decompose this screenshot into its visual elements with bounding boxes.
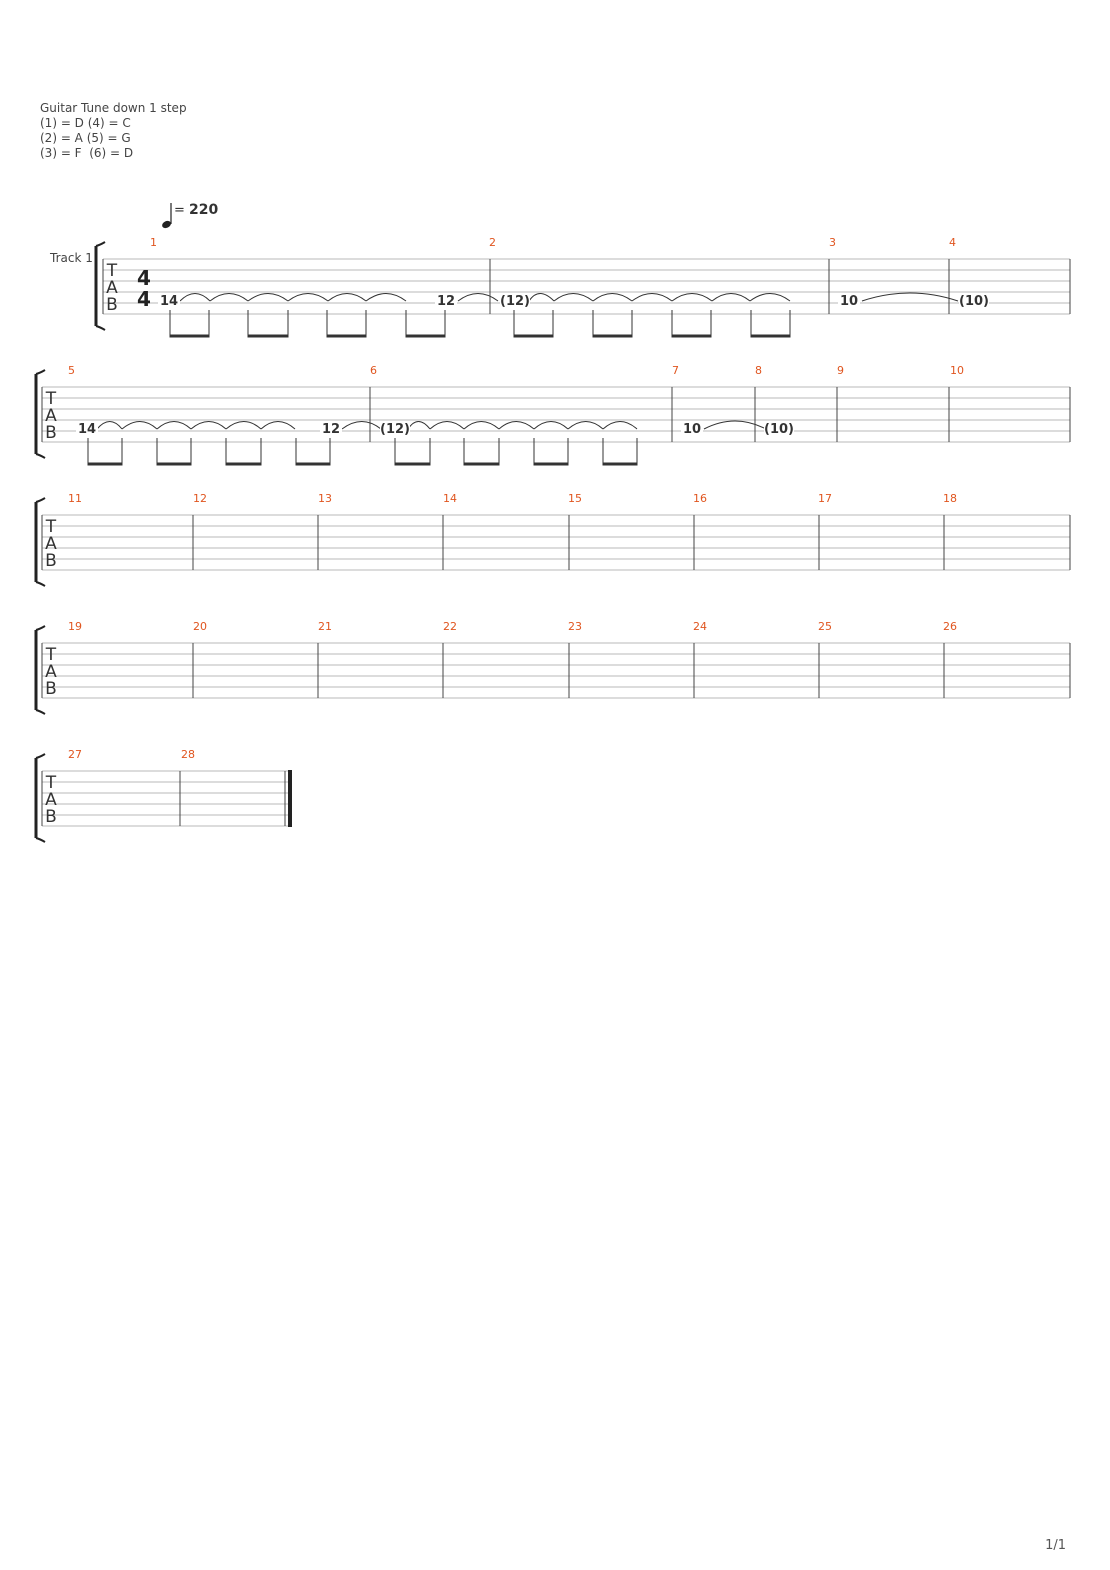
svg-text:B: B [45, 679, 57, 699]
measure-number: 4 [949, 236, 956, 249]
track-label: Track 1 [50, 251, 93, 265]
tab-clef [45, 645, 57, 699]
measure-numbers [150, 236, 956, 249]
svg-text:4: 4 [137, 266, 151, 290]
measure-number: 12 [193, 492, 207, 505]
svg-text:T: T [45, 645, 57, 665]
svg-text:B: B [45, 551, 57, 571]
tuning-line-1: (1) = D (4) = C [40, 116, 131, 130]
tempo-value: 220 [189, 202, 219, 218]
tuning-line-2: (2) = A (5) = G [40, 131, 131, 145]
measure-number: 10 [950, 364, 964, 377]
measure-number: 26 [943, 620, 957, 633]
fret-number: 12 [436, 294, 456, 309]
measure-number: 20 [193, 620, 207, 633]
svg-text:A: A [106, 278, 118, 298]
measure-number: 28 [181, 748, 195, 761]
svg-text:T: T [45, 389, 57, 409]
svg-text:T: T [45, 517, 57, 537]
fret-number: (10) [959, 294, 989, 309]
tuning-title: Guitar Tune down 1 step [40, 101, 187, 115]
measure-number: 1 [150, 236, 157, 249]
tuning-line-3: (3) = F (6) = D [40, 146, 134, 160]
svg-text:4: 4 [137, 287, 151, 311]
measure-number: 27 [68, 748, 82, 761]
system-2 [36, 364, 1070, 465]
system-3 [36, 492, 1070, 586]
svg-text:A: A [45, 534, 57, 554]
fret-number: 14 [159, 294, 179, 309]
fret-number: 10 [682, 422, 702, 437]
measure-numbers [68, 492, 957, 505]
fret-number: 10 [839, 294, 859, 309]
measure-number: 8 [755, 364, 762, 377]
quarter-note-icon [161, 220, 172, 230]
staff-lines [42, 643, 1070, 698]
svg-text:A: A [45, 406, 57, 426]
measure-number: 25 [818, 620, 832, 633]
svg-text:B: B [106, 295, 118, 315]
measure-numbers [68, 620, 957, 633]
measure-number: 23 [568, 620, 582, 633]
measure-numbers [68, 364, 964, 377]
svg-text:T: T [106, 261, 118, 281]
staff-lines [42, 387, 1070, 442]
fret-number: (12) [500, 294, 530, 309]
measure-number: 14 [443, 492, 457, 505]
measure-numbers [68, 748, 195, 761]
measure-number: 15 [568, 492, 582, 505]
staff-lines [103, 259, 1070, 314]
staff-lines [42, 771, 291, 826]
measure-number: 5 [68, 364, 75, 377]
measure-number: 24 [693, 620, 707, 633]
svg-text:B: B [45, 423, 57, 443]
measure-number: 16 [693, 492, 707, 505]
tab-clef [45, 773, 57, 827]
measure-number: 6 [370, 364, 377, 377]
measure-number: 21 [318, 620, 332, 633]
system-1 [96, 236, 1070, 337]
staff-lines [42, 515, 1070, 570]
measure-number: 22 [443, 620, 457, 633]
time-signature [137, 266, 151, 311]
ties [97, 421, 766, 429]
system-4 [36, 620, 1070, 714]
tab-clef [45, 517, 57, 571]
fret-number: (12) [380, 422, 410, 437]
fret-number: 14 [77, 422, 97, 437]
svg-text:A: A [45, 662, 57, 682]
tempo-marking [161, 202, 219, 229]
tab-clef [45, 389, 57, 443]
svg-text:T: T [45, 773, 57, 793]
fret-number: (10) [764, 422, 794, 437]
fret-number: 12 [321, 422, 341, 437]
measure-number: 2 [489, 236, 496, 249]
svg-text:A: A [45, 790, 57, 810]
tempo-prefix: = [174, 203, 185, 218]
svg-text:B: B [45, 807, 57, 827]
measure-number: 13 [318, 492, 332, 505]
measure-number: 3 [829, 236, 836, 249]
system-5 [36, 748, 291, 842]
measure-number: 17 [818, 492, 832, 505]
measure-number: 7 [672, 364, 679, 377]
page-number: 1/1 [1045, 1538, 1066, 1553]
measure-number: 11 [68, 492, 82, 505]
measure-number: 18 [943, 492, 957, 505]
measure-number: 9 [837, 364, 844, 377]
tab-clef [106, 261, 118, 315]
measure-number: 19 [68, 620, 82, 633]
